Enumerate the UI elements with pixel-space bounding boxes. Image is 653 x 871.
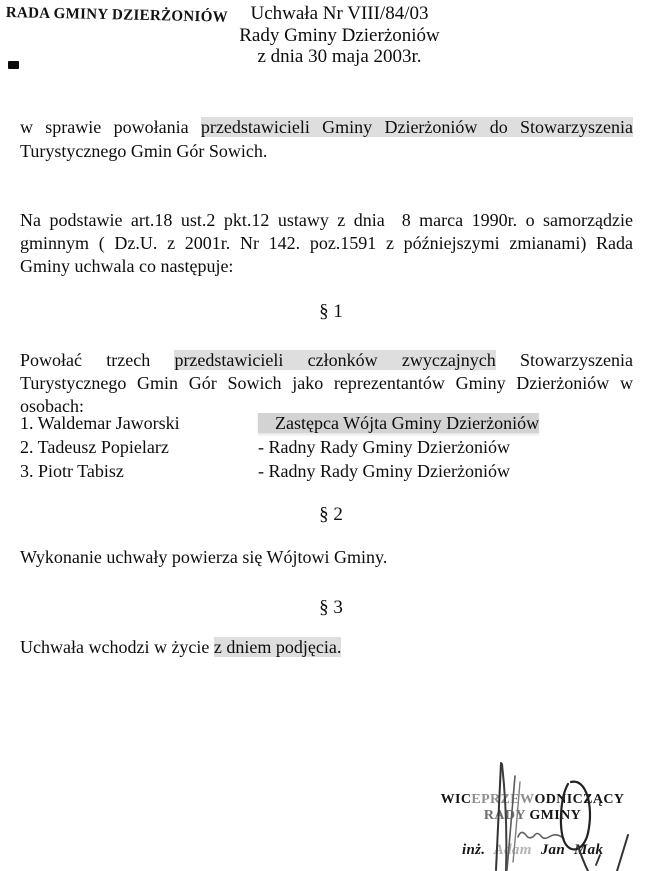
section-1-text-tail: Stowarzyszenia — [495, 350, 633, 370]
role2-text-dark: GMINY — [525, 808, 582, 823]
section-3-text — [20, 636, 633, 659]
signatory-last-name: Mak — [564, 842, 604, 858]
role-text-dark-2: ODNICZĄCY — [534, 792, 625, 807]
subject-line-1 — [20, 116, 633, 139]
member-3-role: - Radny Rady Gminy Dzierżoniów — [258, 461, 510, 481]
section-1-heading: § 1 — [319, 301, 343, 322]
section-1-line-1 — [20, 349, 633, 372]
ink-blot-mark — [8, 61, 19, 69]
title-line-council: Rady Gminy Dzierżoniów — [239, 24, 440, 46]
section-1-line-3: osobach: — [20, 396, 84, 416]
resolution-title — [182, 3, 497, 68]
member-1-name: 1. Waldemar Jaworski — [20, 413, 180, 433]
section-3-text-smudged: z dniem podjęcia. — [213, 637, 342, 657]
signatory-title: inż. — [462, 842, 494, 858]
member-3-name: 3. Piotr Tabisz — [20, 461, 124, 481]
subject-text: w sprawie powołania — [20, 117, 201, 137]
title-line-date: z dnia 30 maja 2003r. — [257, 46, 422, 67]
subject-line-2: Turystycznego Gmin Gór Sowich. — [20, 141, 268, 161]
legal-basis-line-3: Gminy uchwala co następuje: — [20, 256, 234, 276]
section-2-text: Wykonanie uchwały powierza się Wójtowi Gminy. — [20, 547, 388, 567]
section-1-line-2: Turystycznego Gmin Gór Sowich jako reprezentantów Gminy Dzierżoniów w — [20, 373, 633, 393]
signatory-first-name: Adam — [493, 842, 532, 858]
section-2-heading: § 2 — [319, 504, 343, 525]
section-1-text: Powołać trzech — [20, 350, 175, 370]
subject-text-smudged: przedstawicieli Gminy Dzierżoniów do Stowarzyszenia — [200, 117, 633, 137]
legal-basis-line-2: gminnym ( Dz.U. z 2001r. Nr 142. poz.1591 z późniejszymi zmianami) Rada — [20, 233, 633, 253]
section-3-text-head: Uchwała wchodzi w życie — [20, 637, 214, 657]
signatory-middle-name: Jan — [531, 842, 565, 858]
council-stamp: RADA GMINY DZIERŻONIÓW — [5, 4, 229, 26]
member-2-name: 2. Tadeusz Popielarz — [20, 437, 169, 457]
member-1-role — [258, 412, 539, 435]
role-text-dark: WIC — [440, 792, 472, 807]
title-line-number: Uchwała Nr VIII/84/03 — [250, 3, 429, 24]
role2-text-faded: RADY — [483, 808, 526, 823]
member-1-role-text: Zastępca Wójta Gminy Dzierżoniów — [258, 413, 539, 433]
section-1-text-smudged: przedstawicieli członków zwyczajnych — [174, 350, 496, 370]
member-2-role: - Radny Rady Gminy Dzierżoniów — [258, 437, 510, 457]
role-text-faded: EPRZEW — [471, 792, 535, 807]
handwritten-signature — [460, 758, 653, 871]
section-3-heading: § 3 — [319, 597, 343, 618]
legal-basis-line-1: Na podstawie art.18 ust.2 pkt.12 ustawy z dnia 8 marca 1990r. o samorządzie — [20, 210, 633, 230]
